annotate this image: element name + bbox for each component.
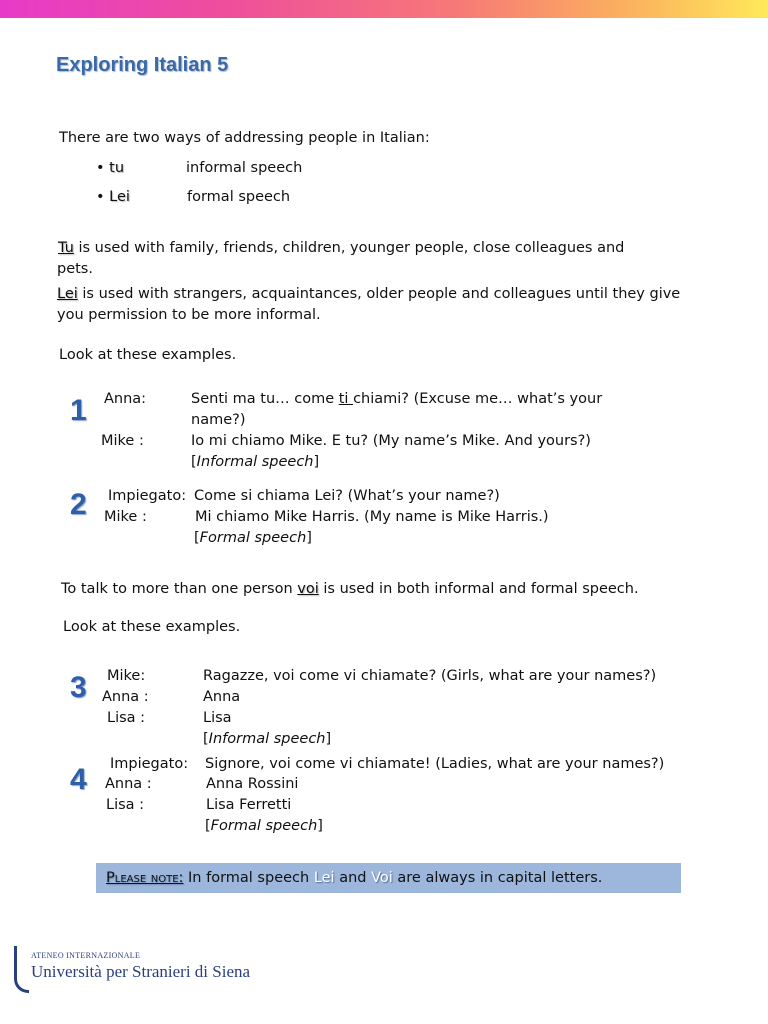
bullet: •: [96, 189, 105, 205]
bracket: [: [203, 731, 209, 747]
speech-type: Informal speech: [196, 454, 314, 470]
logo-university-name: Università per Stranieri di Siena: [31, 962, 251, 981]
speech-type-tag: [191, 452, 319, 473]
look-examples-1: Look at these examples.: [59, 347, 237, 363]
speaker-label: Impiegato:: [110, 756, 189, 772]
note-text: and: [334, 870, 372, 886]
dialogue-line: [191, 389, 602, 410]
voi-word: voi: [297, 581, 319, 597]
underlined-word: ti: [338, 391, 354, 407]
note-text: In formal speech: [183, 870, 314, 886]
university-logo-mark: [14, 946, 29, 993]
lei-usage-text: is used with strangers, acquaintances, older people and colleagues until they give: [77, 286, 681, 302]
voi-sentence: [61, 579, 639, 600]
form-item-tu: [96, 158, 124, 179]
example-number-4: 4: [70, 763, 87, 796]
form-meaning: formal speech: [187, 189, 291, 205]
bracket: ]: [306, 530, 312, 546]
bracket: [: [191, 454, 197, 470]
form-item-lei: [96, 187, 130, 208]
note-text: are always in capital letters.: [392, 870, 603, 886]
form-word: Lei: [109, 189, 130, 205]
form-word: tu: [109, 160, 125, 176]
example-number-2: 2: [70, 488, 87, 521]
note-word-lei: Lei: [313, 870, 335, 886]
dialogue-line: Anna: [203, 689, 241, 705]
speaker-label: Lisa :: [106, 797, 145, 813]
bracket: ]: [317, 818, 323, 834]
dialogue-line: Lisa: [203, 710, 232, 726]
lei-usage-line1: [57, 284, 680, 305]
example-number-1: 1: [70, 394, 87, 427]
lei-word: Lei: [57, 286, 78, 302]
dialogue-line-cont: name?): [191, 412, 246, 428]
speaker-label: Mike :: [104, 509, 147, 525]
speech-type-tag: [205, 816, 323, 837]
example-number-3: 3: [70, 671, 87, 704]
voi-text: is used in both informal and formal speech.: [318, 581, 639, 597]
speech-type-tag: [194, 528, 312, 549]
dialogue-line: Come si chiama Lei? (What’s your name?): [194, 488, 500, 504]
form-meaning: informal speech: [186, 160, 303, 176]
bracket: [: [205, 818, 211, 834]
speaker-label: Impiegato:: [108, 488, 187, 504]
dialogue-line: Lisa Ferretti: [206, 797, 292, 813]
speaker-label: Mike :: [101, 433, 144, 449]
look-examples-2: Look at these examples.: [63, 619, 241, 635]
dialogue-line: Mi chiamo Mike Harris. (My name is Mike Harris.): [195, 509, 549, 525]
dialogue-line: Anna Rossini: [206, 776, 299, 792]
speech-type: Formal speech: [210, 818, 318, 834]
tu-word: Tu: [58, 240, 74, 256]
bullet: •: [96, 160, 105, 176]
speaker-label: Mike:: [107, 668, 146, 684]
speaker-label: Anna:: [104, 391, 147, 407]
speaker-label: Lisa :: [107, 710, 146, 726]
lei-usage-line2: you permission to be more informal.: [57, 307, 321, 323]
note-word-voi: Voi: [371, 870, 393, 886]
speaker-label: Anna :: [102, 689, 149, 705]
page-title: Exploring Italian 5: [56, 54, 229, 76]
bracket: ]: [313, 454, 320, 470]
dialogue-line: Ragazze, voi come vi chiamate? (Girls, what are your names?): [203, 668, 657, 684]
speech-type-tag: [203, 729, 331, 750]
dialogue-text: Senti ma tu… come: [191, 391, 339, 407]
dialogue-text: chiami? (Excuse me… what’s your: [353, 391, 603, 407]
logo-subtitle: ATENEO INTERNAZIONALE: [31, 951, 141, 960]
bracket: [: [194, 530, 200, 546]
tu-usage-line2: pets.: [57, 261, 93, 277]
tu-usage-text: is used with family, friends, children, younger people, close colleagues and: [73, 240, 625, 256]
intro-text: There are two ways of addressing people in Italian:: [59, 130, 430, 146]
speech-type: Formal speech: [199, 530, 307, 546]
note-label: Please note:: [106, 870, 184, 886]
bracket: ]: [325, 731, 332, 747]
please-note-box: [96, 863, 681, 893]
speech-type: Informal speech: [208, 731, 326, 747]
voi-text: To talk to more than one person: [61, 581, 298, 597]
top-gradient-bar: [0, 0, 768, 18]
dialogue-line: Signore, voi come vi chiamate! (Ladies, what are your names?): [205, 756, 665, 772]
tu-usage-line1: [58, 238, 624, 259]
speaker-label: Anna :: [105, 776, 152, 792]
dialogue-line: Io mi chiamo Mike. E tu? (My name’s Mike. And yours?): [191, 433, 591, 449]
